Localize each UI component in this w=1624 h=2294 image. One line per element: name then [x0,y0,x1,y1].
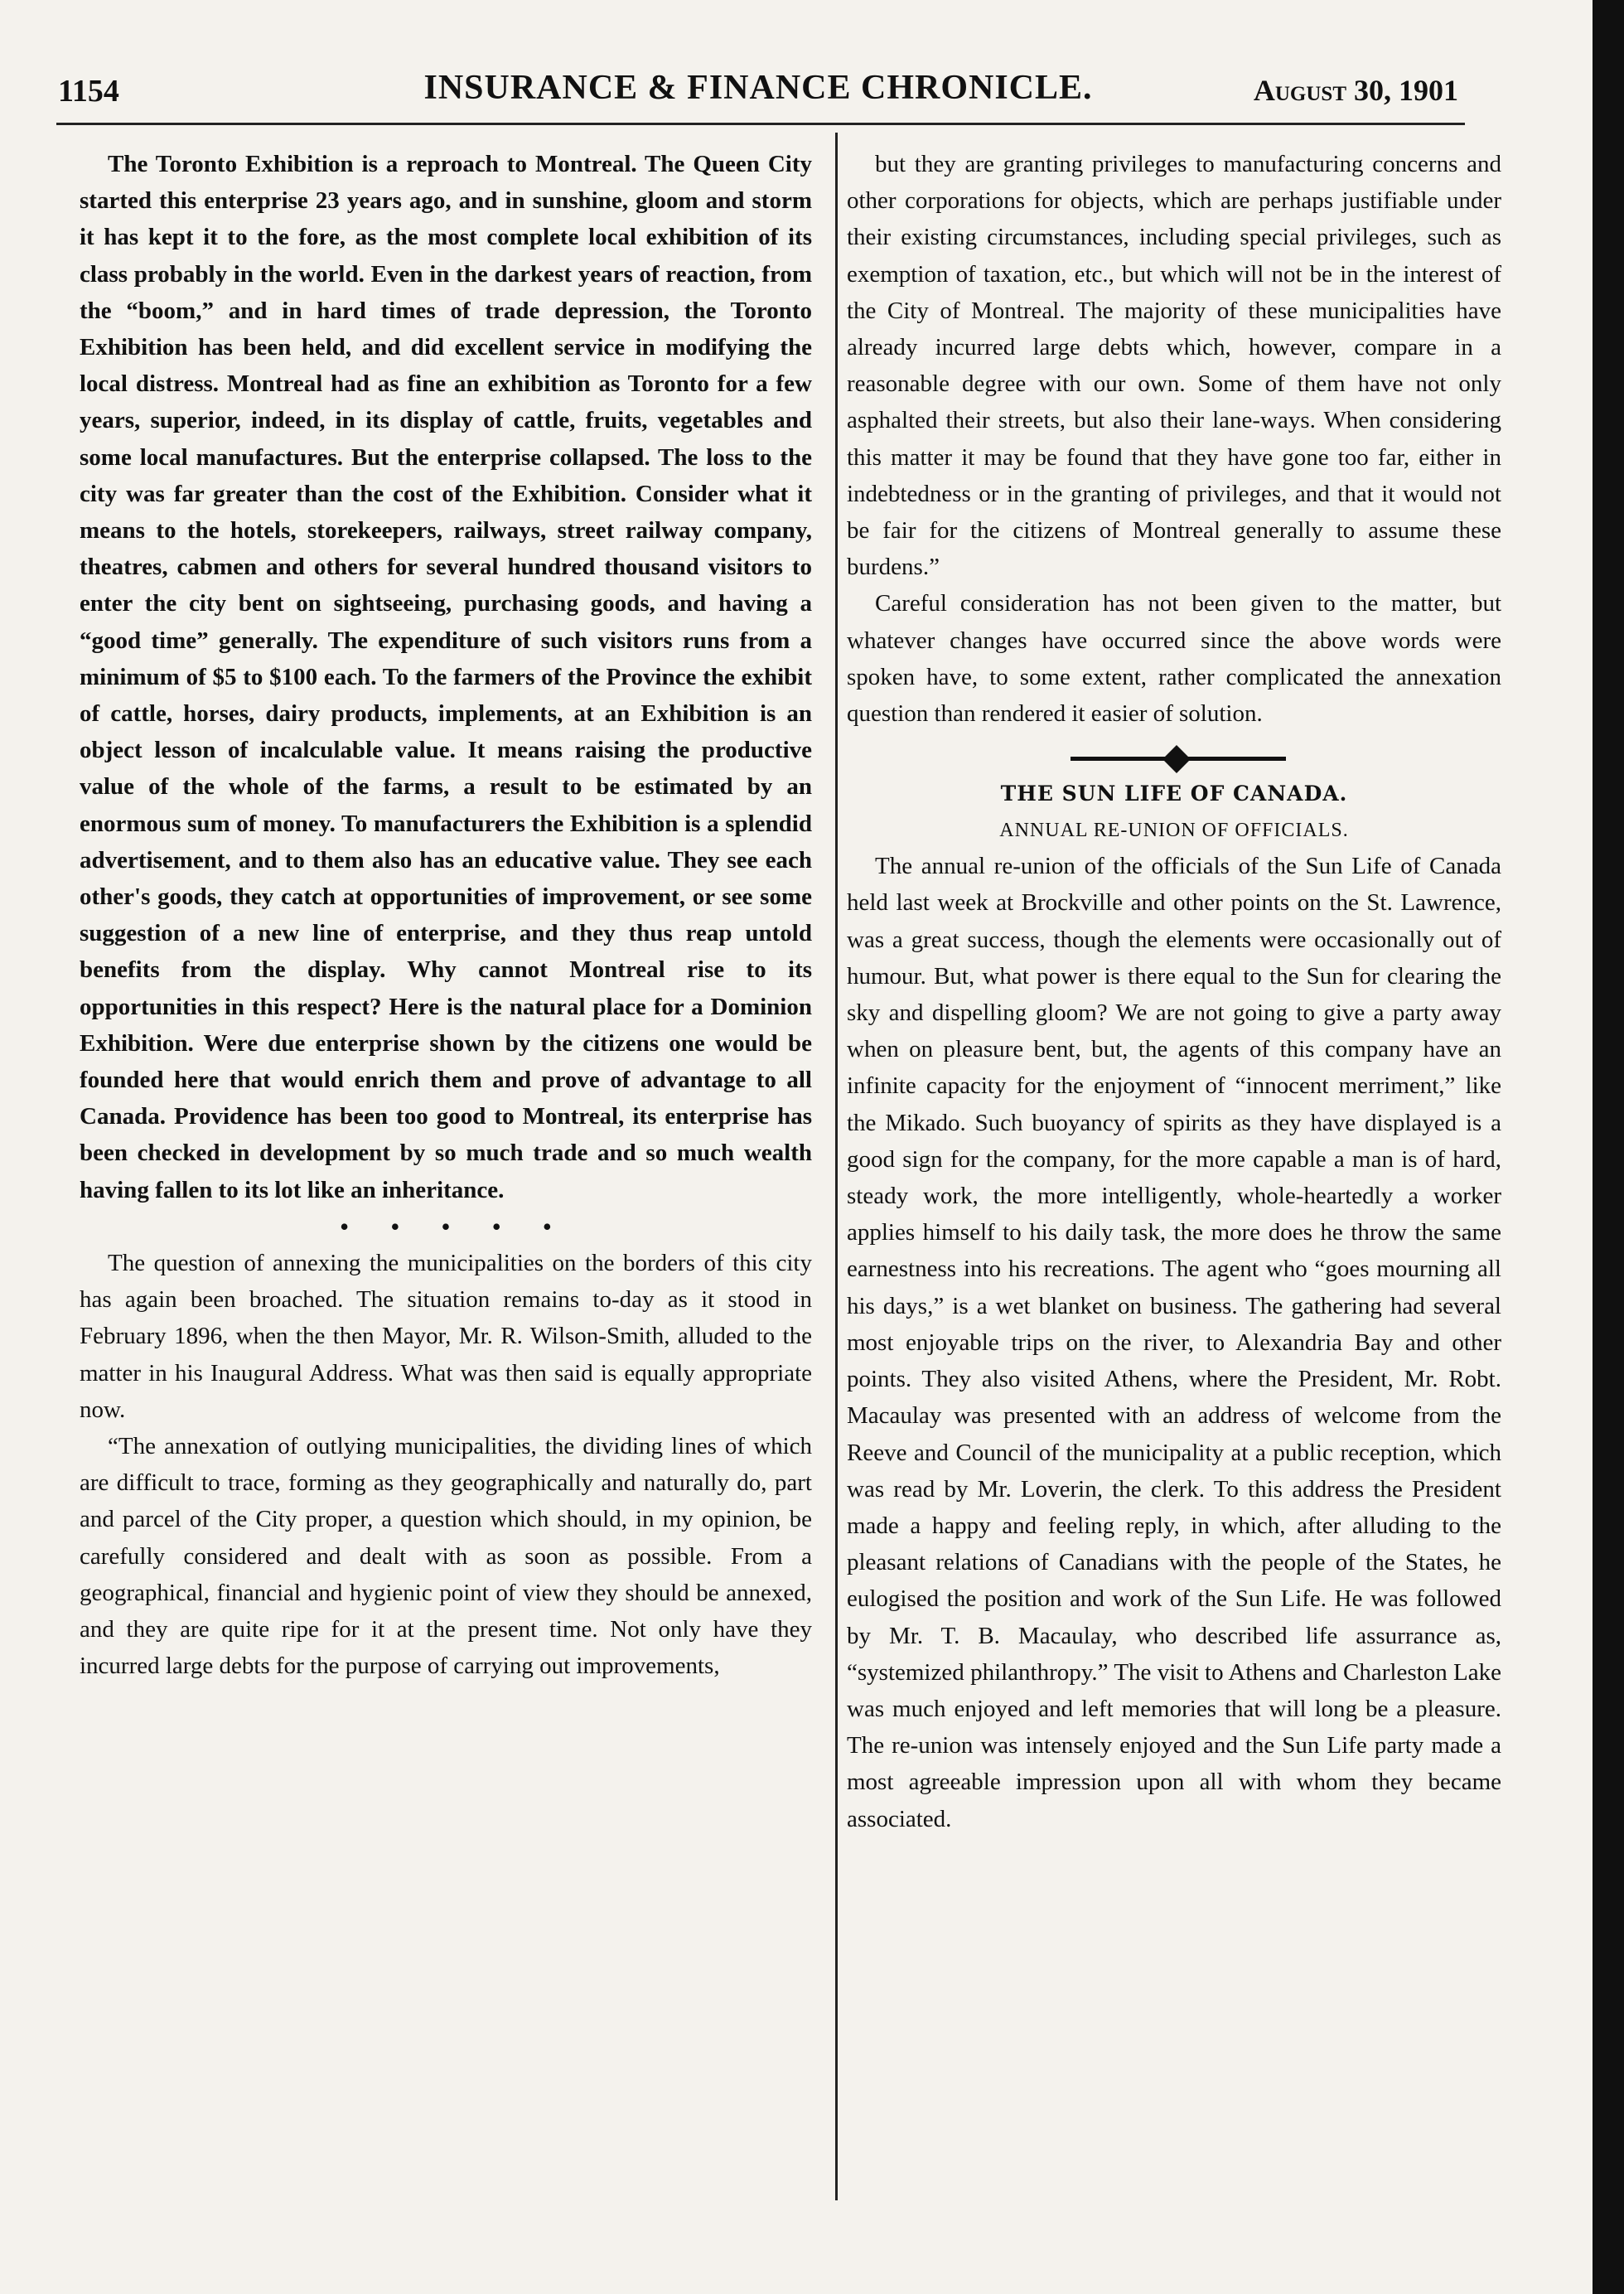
left-column [80,146,812,1684]
quote-continuation-paragraph: but they are granting privileges to manufacturing concerns and other corporations for objects, which are perhaps justifiable under their existing circumstances, including special privileges, such as exemption of taxation, etc., but which will not be in the interest of the City of Montreal. The majority of these municipalities have already incurred large debts which, however, compare in a reasonable degree with our own. Some of them have not only asphalted their streets, but also their lane-ways. When considering this matter it may be found that they have gone too far, either in indebtedness or in the granting of privileges, and that it would not be fair for the citizens of Montreal generally to assume these burdens.” [847,151,1501,581]
header-rule [56,123,1465,125]
consideration-paragraph: Careful consideration has not been given to the matter, but whatever changes have occurred since the above words were spoken have, to some extent, rather complicated the annexation question than rendered it easier of solution. [847,590,1501,728]
page-header [58,68,1458,118]
sun-life-paragraph: The annual re-union of the officials of the Sun Life of Canada held last week at Brockville and other points on the St. Lawrence, was a great success, though the elements were occasionally out of humour. But, what power is there equal to the Sun for clearing the sky and dispelling gloom? We are not going to give a party away when on pleasure bent, but, the agents of this company have an infinite capacity for the enjoyment of “innocent merriment,” like the Mikado. Such buoyancy of spirits as they have displayed is a good sign for the company, for the more capable a man is of hard, steady work, the more intelligently, whole-heartedly a worker applies himself to his daily task, the more does he throw the same earnestness into his recreations. The agent who “goes mourning all his days,” is a wet blanket on business. The gathering had several most enjoyable trips on the river, to Alexandria Bay and other points. They also visited Athens, where the President, Mr. Robt. Macaulay was presented with an address of welcome from the Reeve and Council of the municipality at a public reception, which was read by Mr. Loverin, the clerk. To this address the President made a happy and feeling reply, in which, after alluding to the pleasant relations of Canadians with the people of the States, he eulogised the position and work of the Sun Life. He was followed by Mr. T. B. Macaulay, who described life assurrance as, “systemized philanthropy.” The visit to Athens and Charleston Lake was much enjoyed and left memories that will long be a pleasure. The re-union was intensely enjoyed and the Sun Life party made a most agreeable impression upon all with whom they became associated. [847,853,1501,1832]
exhibition-paragraph: The Toronto Exhibition is a reproach to Montreal. The Queen City started this enterprise 23 years ago, and in sunshine, gloom and storm it has kept it to the fore, as the most complete local exhibition of its class probably in the world. Even in the darkest years of reaction, from the “boom,” and in hard times of trade depression, the Toronto Exhibition has been held, and did excellent service in modifying the local distress. Montreal had as fine an exhibition as Toronto for a few years, superior, indeed, in its display of cattle, fruits, vegetables and some local manufactures. But the enterprise collapsed. The loss to the city was far greater than the cost of the Exhibition. Consider what it means to the hotels, storekeepers, railways, street railway company, theatres, cabmen and others for several hundred thousand visitors to enter the city bent on sightseeing, purchasing goods, and having a “good time” generally. The expenditure of such visitors runs from a minimum of $5 to $100 each. To the farmers of the Province the exhibit of cattle, horses, dairy products, implements, at an Exhibition is an object lesson of incalculable value. It means raising the productive value of the whole of the farms, a result to be estimated by an enormous sum of money. To manufacturers the Exhibition is a splendid advertisement, and to them also has an educative value. They see each other's goods, they catch at opportunities of improvement, or see some suggestion of a new line of enterprise, and they thus reap untold benefits from the display. Why cannot Montreal rise to its opportunities in this respect? Here is the natural place for a Dominion Exhibition. Were due enterprise shown by the citizens one would be founded here that would enrich them and prove of advantage to all Canada. Providence has been too good to Montreal, its enterprise has been checked in development by so much trade and so much wealth having fallen to its lot like an inheritance. [80,151,812,1203]
mayor-quote-paragraph: “The annexation of outlying municipalities, the dividing lines of which are difficult to trace, forming as they geographically and naturally do, part and parcel of the City proper, a question which should, in my opinion, be carefully considered and dealt with as soon as possible. From a geographical, financial and hygienic point of view they should be annexed, and they are quite ripe for it at the present time. Not only have they incurred large debts for the purpose of carrying out improvements, [80,1432,812,1680]
section-separator: ••••• [339,1211,593,1241]
article-title: THE SUN LIFE OF CANADA. [1000,782,1348,806]
journal-title: INSURANCE & FINANCE CHRONICLE. [423,69,1093,107]
divider-diamond-icon [1162,745,1191,773]
article-divider [847,742,1501,775]
right-column [847,146,1501,1837]
column-divider [835,133,838,2200]
issue-date: August 30, 1901 [1253,74,1458,107]
scan-border [1593,0,1624,2294]
article-subtitle: ANNUAL RE-UNION OF OFFICIALS. [999,820,1349,842]
spacer [847,732,1501,742]
page-number: 1154 [58,74,119,109]
annexation-paragraph: The question of annexing the municipalities on the borders of this city has again been broached. The situation remains to-day as it stood in February 1896, when the then Mayor, Mr. R. Wilson-Smith, alluded to the matter in his Inaugural Address. What was then said is equally appropriate now. [80,1249,812,1423]
